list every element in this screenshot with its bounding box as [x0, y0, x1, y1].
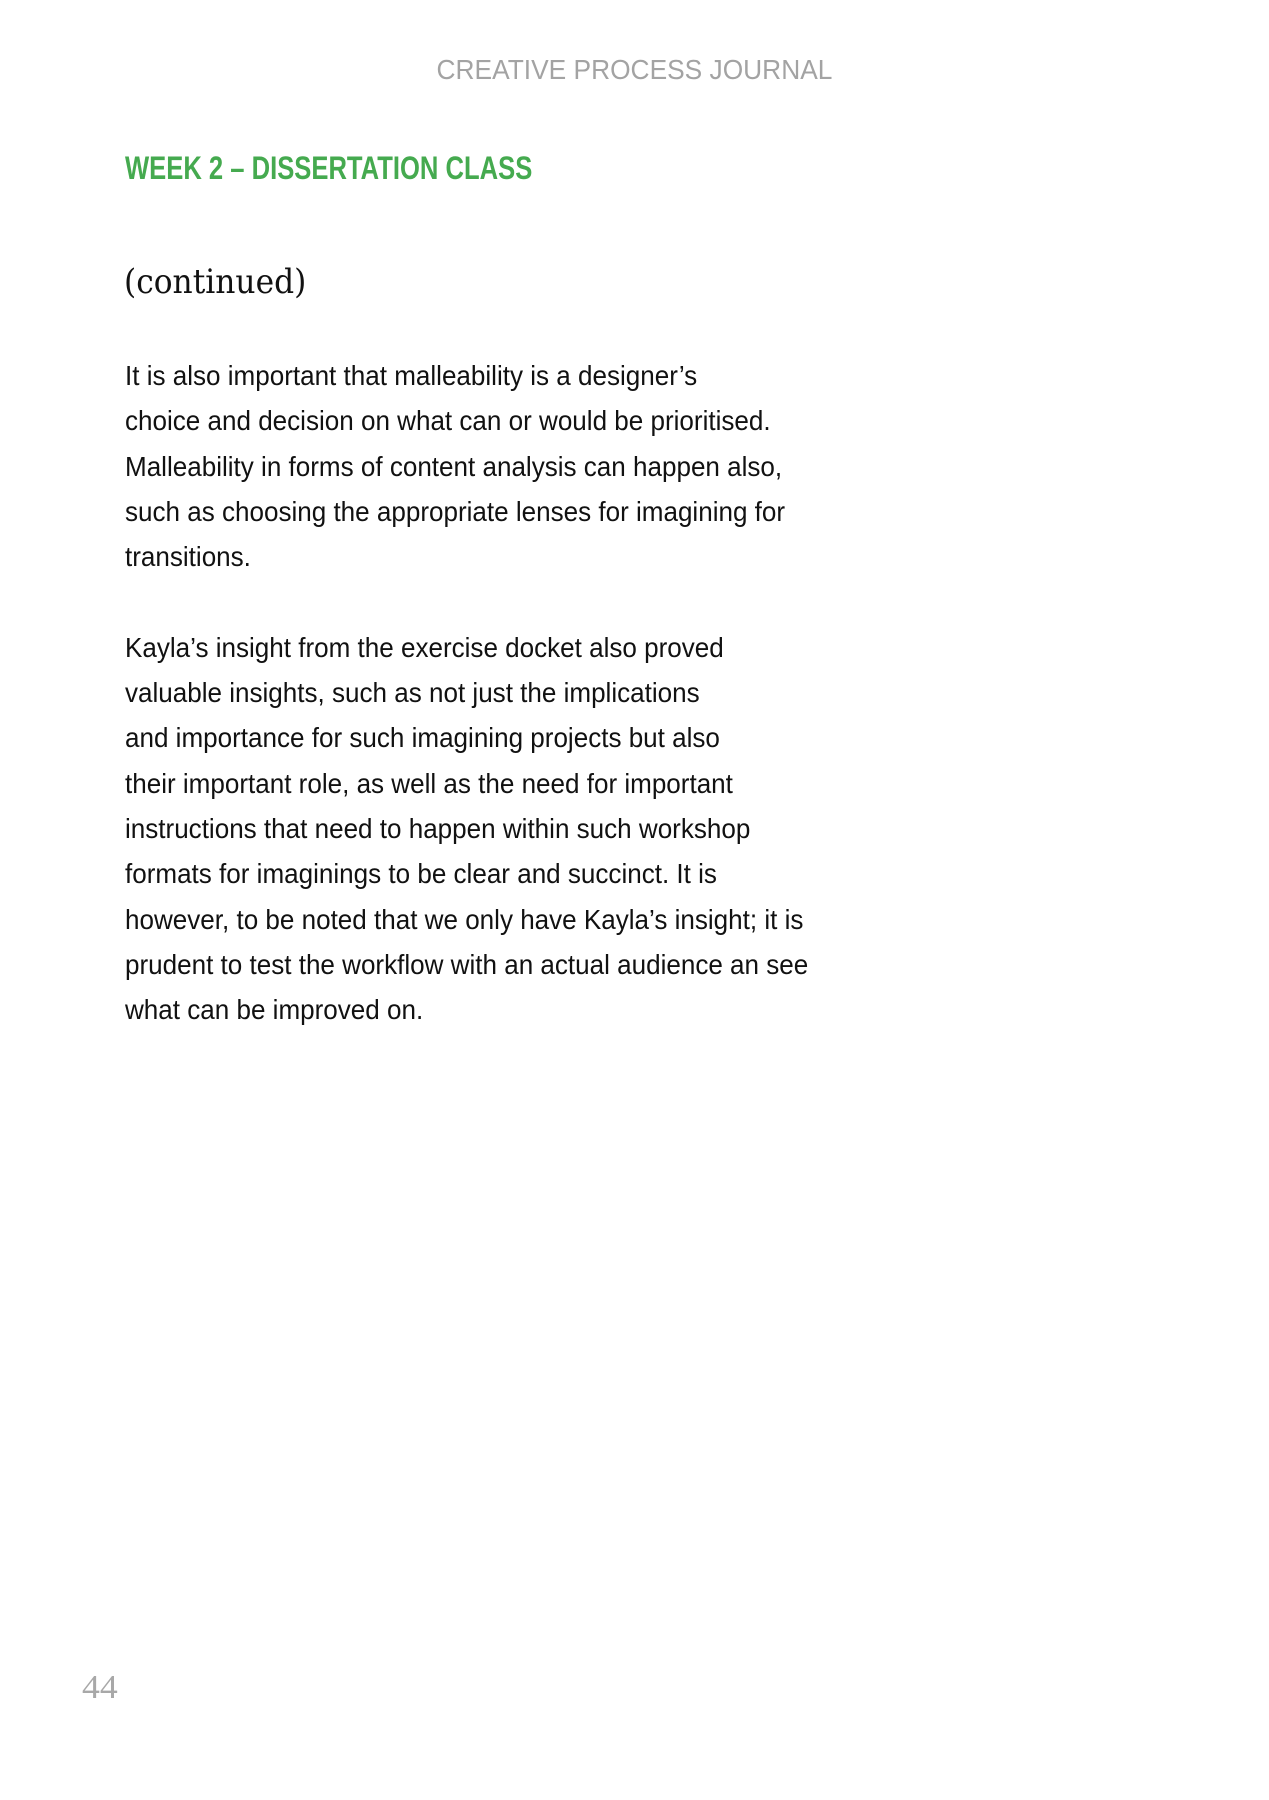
- section-heading: WEEK 2 – DISSERTATION CLASS: [125, 150, 533, 186]
- text-line: It is also important that malleability is a designer’s: [125, 360, 698, 391]
- page-number: 44: [82, 1669, 118, 1706]
- text-line: Malleability in forms of content analysis can happen also,: [125, 450, 783, 482]
- text-line: and importance for such imagining projects but also: [125, 722, 720, 754]
- text-line: prudent to test the workflow with an actual audience an see: [125, 948, 809, 980]
- paragraph-2: [125, 625, 860, 1033]
- text-line: what can be improved on.: [125, 994, 424, 1026]
- continued-subheading: (continued): [124, 262, 307, 302]
- text-line: formats for imaginings to be clear and succinct. It is: [125, 858, 717, 890]
- body-text: [125, 353, 860, 1032]
- text-line: choice and decision on what can or would be prioritised.: [125, 405, 771, 437]
- text-line: such as choosing the appropriate lenses for imagining for: [125, 495, 786, 527]
- text-line: however, to be noted that we only have Kayla’s insight; it is: [125, 903, 804, 935]
- paragraph-1: [125, 353, 860, 579]
- text-line: their important role, as well as the need for important: [125, 767, 733, 799]
- text-line: transitions.: [125, 541, 251, 573]
- text-line: Kayla’s insight from the exercise docket also proved: [125, 631, 724, 663]
- running-header: CREATIVE PROCESS JOURNAL: [436, 54, 833, 85]
- text-line: valuable insights, such as not just the implications: [125, 677, 700, 709]
- text-line: instructions that need to happen within such workshop: [125, 812, 751, 844]
